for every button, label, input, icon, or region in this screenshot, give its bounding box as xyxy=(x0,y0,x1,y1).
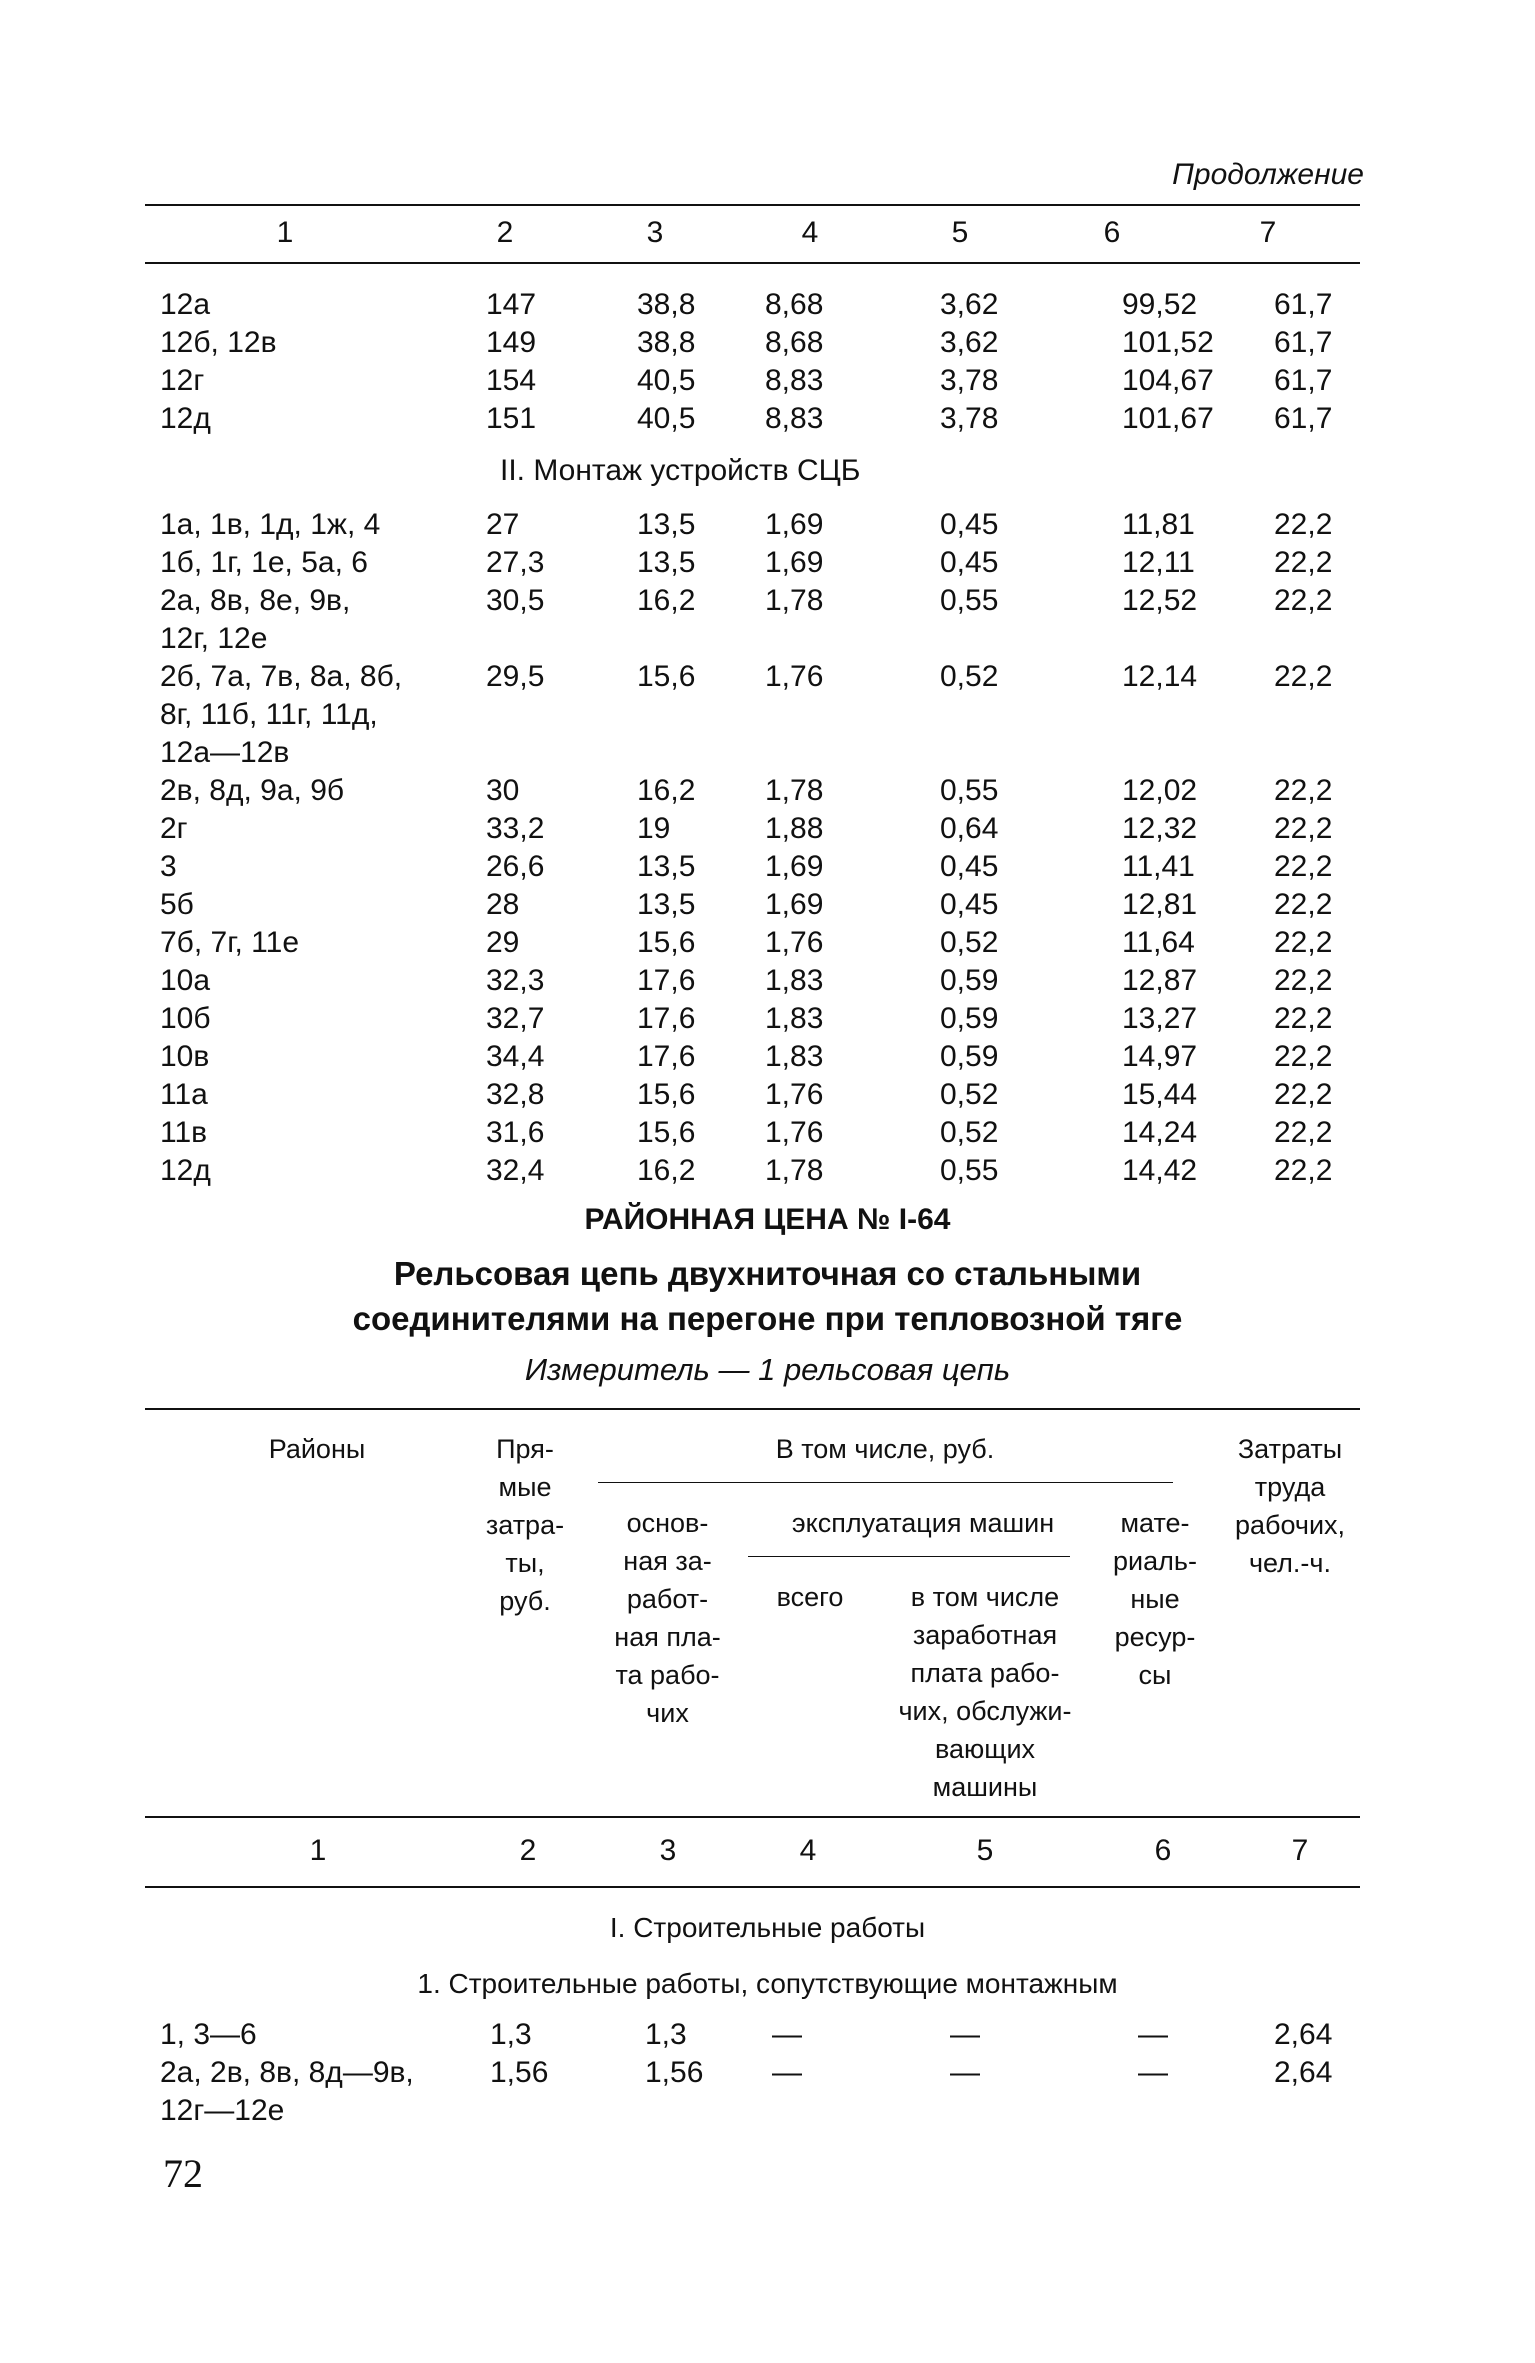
table-row xyxy=(0,848,1535,886)
table1-section-title: II. Монтаж устройств СЦБ xyxy=(500,454,861,487)
row-label: 1а, 1в, 1д, 1ж, 4 xyxy=(160,508,381,541)
cell-value: 1,76 xyxy=(765,926,824,959)
cell-value: 16,2 xyxy=(637,584,696,617)
cell-value: 0,59 xyxy=(940,964,999,997)
cell-value: 1,76 xyxy=(765,660,824,693)
cell-value: 11,64 xyxy=(1122,926,1195,959)
cell-value: 61,7 xyxy=(1274,364,1333,397)
cell-value: 22,2 xyxy=(1274,508,1333,541)
cell-value: 32,4 xyxy=(486,1154,545,1187)
header-line: ты, xyxy=(505,1548,545,1578)
cell-value: 2,64 xyxy=(1274,2018,1333,2051)
row-label: 2б, 7а, 7в, 8а, 8б, xyxy=(160,660,403,693)
table2-numbers-rule xyxy=(145,1886,1360,1888)
cell-value: 15,44 xyxy=(1122,1078,1198,1111)
table-row xyxy=(0,400,1535,438)
cell-value: 40,5 xyxy=(637,364,696,397)
cell-value: 22,2 xyxy=(1274,926,1333,959)
cell-value: 40,5 xyxy=(637,402,696,435)
cell-value: — xyxy=(950,2056,980,2089)
row-label: 12г, 12е xyxy=(160,622,268,655)
row-label: 10а xyxy=(160,964,211,997)
cell-value: 0,45 xyxy=(940,508,999,541)
row-label: 10в xyxy=(160,1040,210,1073)
cell-value: — xyxy=(1138,2018,1168,2051)
cell-value: 32,3 xyxy=(486,964,545,997)
header-incl-wage xyxy=(870,1578,1100,1806)
cell-value: 22,2 xyxy=(1274,1002,1333,1035)
cell-value: 0,45 xyxy=(940,850,999,883)
cell-value: 3,78 xyxy=(940,364,999,397)
cell-value: 151 xyxy=(486,402,537,435)
column-number: 5 xyxy=(951,216,969,249)
header-line: руб. xyxy=(499,1586,551,1616)
table-row xyxy=(0,772,1535,810)
cell-value: 1,76 xyxy=(765,1078,824,1111)
cell-value: 1,78 xyxy=(765,584,824,617)
header-line: та рабо- xyxy=(615,1660,720,1690)
cell-value: 27 xyxy=(486,508,520,541)
cell-value: 16,2 xyxy=(637,1154,696,1187)
header-line: ные xyxy=(1130,1584,1180,1614)
table-row xyxy=(0,2054,1535,2127)
cell-value: 12,81 xyxy=(1122,888,1198,921)
cell-value: 12,14 xyxy=(1122,660,1198,693)
cell-value: 61,7 xyxy=(1274,402,1333,435)
cell-value: 0,52 xyxy=(940,926,999,959)
cell-value: 34,4 xyxy=(486,1040,545,1073)
header-total: всего xyxy=(776,1582,844,1612)
row-label: 11а xyxy=(160,1078,208,1111)
column-number: 7 xyxy=(1291,1834,1309,1867)
cell-value: 12,11 xyxy=(1122,546,1195,579)
cell-value: 22,2 xyxy=(1274,774,1333,807)
column-number: 2 xyxy=(496,216,514,249)
cell-value: 3,62 xyxy=(940,288,999,321)
table-row xyxy=(0,1076,1535,1114)
cell-value: 104,67 xyxy=(1122,364,1214,397)
cell-value: 22,2 xyxy=(1274,1116,1333,1149)
cell-value: 154 xyxy=(486,364,537,397)
header-line: чел.-ч. xyxy=(1248,1548,1331,1578)
price-title-line-2: соединителями на перегоне при тепловозной тяге xyxy=(352,1300,1183,1337)
table-row xyxy=(0,1152,1535,1190)
column-number: 3 xyxy=(646,216,664,249)
cell-value: 13,5 xyxy=(637,888,696,921)
cell-value: 1,56 xyxy=(645,2056,704,2089)
table-row xyxy=(0,2016,1535,2054)
cell-value: 0,55 xyxy=(940,774,999,807)
header-line: ная пла- xyxy=(614,1622,721,1652)
cell-value: — xyxy=(1138,2056,1168,2089)
cell-value: 1,83 xyxy=(765,1040,824,1073)
cell-value: 15,6 xyxy=(637,1078,696,1111)
table-row xyxy=(0,362,1535,400)
table-row xyxy=(0,962,1535,1000)
header-base-wage xyxy=(595,1504,740,1732)
cell-value: 22,2 xyxy=(1274,660,1333,693)
cell-value: 99,52 xyxy=(1122,288,1198,321)
price-title-line-1: Рельсовая цепь двухниточная со стальными xyxy=(393,1255,1142,1292)
row-label: 12д xyxy=(160,1154,211,1187)
header-line: чих, обслужи- xyxy=(898,1696,1072,1726)
cell-value: 22,2 xyxy=(1274,584,1333,617)
cell-value: 30 xyxy=(486,774,520,807)
header-line: сы xyxy=(1138,1660,1172,1690)
table-row xyxy=(0,544,1535,582)
cell-value: 38,8 xyxy=(637,326,696,359)
cell-value: 27,3 xyxy=(486,546,545,579)
table-row xyxy=(0,582,1535,655)
header-materials xyxy=(1100,1504,1210,1694)
row-label: 12д xyxy=(160,402,211,435)
table1-header-rule xyxy=(145,262,1360,264)
row-label: 1б, 1г, 1е, 5а, 6 xyxy=(160,546,368,579)
header-line: затра- xyxy=(485,1510,565,1540)
cell-value: 30,5 xyxy=(486,584,545,617)
table2-header-bottom-rule xyxy=(145,1816,1360,1818)
cell-value: 0,59 xyxy=(940,1002,999,1035)
header-line: Затраты xyxy=(1237,1434,1343,1464)
cell-value: 33,2 xyxy=(486,812,545,845)
cell-value: 15,6 xyxy=(637,926,696,959)
continuation-label: Продолжение xyxy=(1172,158,1364,191)
price-measure: Измеритель — 1 рельсовая цепь xyxy=(524,1352,1011,1387)
header-regions: Районы xyxy=(268,1434,366,1464)
row-label: 11в xyxy=(160,1116,208,1149)
cell-value: 1,83 xyxy=(765,964,824,997)
header-including: В том числе, руб. xyxy=(775,1434,995,1464)
row-label: 12а—12в xyxy=(160,736,290,769)
cell-value: 14,42 xyxy=(1122,1154,1198,1187)
table2-top-rule xyxy=(145,1408,1360,1410)
cell-value: — xyxy=(772,2018,802,2051)
table-row xyxy=(0,286,1535,324)
cell-value: 13,5 xyxy=(637,508,696,541)
column-number: 7 xyxy=(1259,216,1277,249)
header-line: труда xyxy=(1254,1472,1326,1502)
cell-value: 32,8 xyxy=(486,1078,545,1111)
cell-value: 22,2 xyxy=(1274,812,1333,845)
cell-value: 8,83 xyxy=(765,364,824,397)
cell-value: — xyxy=(950,2018,980,2051)
cell-value: 1,76 xyxy=(765,1116,824,1149)
table-row xyxy=(0,506,1535,544)
cell-value: 1,88 xyxy=(765,812,824,845)
cell-value: 8,83 xyxy=(765,402,824,435)
cell-value: 17,6 xyxy=(637,964,696,997)
cell-value: 13,5 xyxy=(637,546,696,579)
table-row xyxy=(0,1114,1535,1152)
cell-value: 3,78 xyxy=(940,402,999,435)
cell-value: 38,8 xyxy=(637,288,696,321)
header-line: мые xyxy=(498,1472,552,1502)
table-row xyxy=(0,1000,1535,1038)
cell-value: 15,6 xyxy=(637,660,696,693)
table-row xyxy=(0,324,1535,362)
cell-value: 31,6 xyxy=(486,1116,545,1149)
cell-value: 2,64 xyxy=(1274,2056,1333,2089)
cell-value: 22,2 xyxy=(1274,964,1333,997)
column-number: 5 xyxy=(976,1834,994,1867)
header-line: плата рабо- xyxy=(910,1658,1060,1688)
cell-value: 12,32 xyxy=(1122,812,1198,845)
row-label: 12а xyxy=(160,288,211,321)
table-row xyxy=(0,924,1535,962)
cell-value: 17,6 xyxy=(637,1040,696,1073)
column-number: 6 xyxy=(1154,1834,1172,1867)
cell-value: 1,69 xyxy=(765,508,824,541)
column-number: 2 xyxy=(519,1834,537,1867)
row-label: 7б, 7г, 11е xyxy=(160,926,299,959)
header-line: Пря- xyxy=(496,1434,554,1464)
header-line: машины xyxy=(932,1772,1038,1802)
row-label: 2а, 2в, 8в, 8д—9в, xyxy=(160,2056,414,2089)
row-label: 12г xyxy=(160,364,205,397)
cell-value: 149 xyxy=(486,326,537,359)
column-number: 6 xyxy=(1103,216,1121,249)
cell-value: 0,52 xyxy=(940,1078,999,1111)
row-label: 8г, 11б, 11г, 11д, xyxy=(160,698,378,731)
cell-value: 0,55 xyxy=(940,1154,999,1187)
header-line: ресур- xyxy=(1114,1622,1196,1652)
row-label: 3 xyxy=(160,850,177,883)
cell-value: 29 xyxy=(486,926,520,959)
cell-value: 22,2 xyxy=(1274,1154,1333,1187)
row-label: 2г xyxy=(160,812,188,845)
header-exploitation-rule xyxy=(748,1556,1070,1557)
table-row xyxy=(0,810,1535,848)
cell-value: 28 xyxy=(486,888,520,921)
cell-value: 1,78 xyxy=(765,1154,824,1187)
cell-value: 13,27 xyxy=(1122,1002,1198,1035)
cell-value: 0,55 xyxy=(940,584,999,617)
table1-top-rule xyxy=(145,204,1360,206)
cell-value: 3,62 xyxy=(940,326,999,359)
page-number: 72 xyxy=(163,2151,203,2196)
header-line: ная за- xyxy=(623,1546,712,1576)
cell-value: 101,52 xyxy=(1122,326,1214,359)
cell-value: 8,68 xyxy=(765,326,824,359)
cell-value: 17,6 xyxy=(637,1002,696,1035)
cell-value: 16,2 xyxy=(637,774,696,807)
column-number: 4 xyxy=(799,1834,817,1867)
header-line: работ- xyxy=(626,1584,709,1614)
cell-value: 8,68 xyxy=(765,288,824,321)
cell-value: 11,41 xyxy=(1122,850,1195,883)
cell-value: 147 xyxy=(486,288,537,321)
cell-value: 14,97 xyxy=(1122,1040,1198,1073)
cell-value: 1,3 xyxy=(645,2018,687,2051)
column-number: 1 xyxy=(309,1834,327,1867)
cell-value: 22,2 xyxy=(1274,888,1333,921)
header-line: вающих xyxy=(934,1734,1036,1764)
cell-value: 32,7 xyxy=(486,1002,545,1035)
cell-value: 101,67 xyxy=(1122,402,1214,435)
row-label: 1, 3—6 xyxy=(160,2018,257,2051)
header-labor xyxy=(1220,1430,1360,1582)
cell-value: 1,69 xyxy=(765,888,824,921)
cell-value: 26,6 xyxy=(486,850,545,883)
cell-value: 1,83 xyxy=(765,1002,824,1035)
price-heading: РАЙОННАЯ ЦЕНА № I-64 xyxy=(584,1203,951,1236)
row-label: 2а, 8в, 8е, 9в, xyxy=(160,584,351,617)
cell-value: 15,6 xyxy=(637,1116,696,1149)
row-label: 12б, 12в xyxy=(160,326,277,359)
cell-value: 12,02 xyxy=(1122,774,1198,807)
cell-value: 0,52 xyxy=(940,660,999,693)
cell-value: 1,78 xyxy=(765,774,824,807)
cell-value: 29,5 xyxy=(486,660,545,693)
header-line: чих xyxy=(646,1698,689,1728)
cell-value: 0,45 xyxy=(940,546,999,579)
row-label: 5б xyxy=(160,888,194,921)
cell-value: 0,45 xyxy=(940,888,999,921)
cell-value: 61,7 xyxy=(1274,288,1333,321)
header-line: риаль- xyxy=(1113,1546,1197,1576)
column-number: 4 xyxy=(801,216,819,249)
header-line: рабочих, xyxy=(1234,1510,1346,1540)
header-exploitation: эксплуатация машин xyxy=(791,1508,1055,1538)
cell-value: 22,2 xyxy=(1274,1078,1333,1111)
cell-value: 14,24 xyxy=(1122,1116,1198,1149)
cell-value: — xyxy=(772,2056,802,2089)
cell-value: 22,2 xyxy=(1274,850,1333,883)
cell-value: 19 xyxy=(637,812,671,845)
cell-value: 0,59 xyxy=(940,1040,999,1073)
cell-value: 13,5 xyxy=(637,850,696,883)
header-line: в том числе xyxy=(910,1582,1060,1612)
cell-value: 22,2 xyxy=(1274,1040,1333,1073)
header-including-rule xyxy=(598,1482,1173,1483)
column-number: 1 xyxy=(276,216,294,249)
table-row xyxy=(0,1038,1535,1076)
cell-value: 1,69 xyxy=(765,546,824,579)
row-label: 12г—12е xyxy=(160,2094,285,2127)
cell-value: 0,52 xyxy=(940,1116,999,1149)
header-line: основ- xyxy=(626,1508,709,1538)
row-label: 2в, 8д, 9а, 9б xyxy=(160,774,345,807)
column-number: 3 xyxy=(659,1834,677,1867)
header-direct-costs xyxy=(470,1430,580,1620)
table-row xyxy=(0,658,1535,769)
header-line: заработная xyxy=(912,1620,1058,1650)
cell-value: 22,2 xyxy=(1274,546,1333,579)
cell-value: 12,87 xyxy=(1122,964,1198,997)
table2-section-1: I. Строительные работы xyxy=(609,1912,926,1943)
row-label: 10б xyxy=(160,1002,211,1035)
cell-value: 12,52 xyxy=(1122,584,1198,617)
cell-value: 1,3 xyxy=(490,2018,532,2051)
header-line: мате- xyxy=(1120,1508,1190,1538)
table2-section-1-1: 1. Строительные работы, сопутствующие монтажным xyxy=(417,1968,1118,1999)
table-row xyxy=(0,886,1535,924)
cell-value: 1,56 xyxy=(490,2056,549,2089)
cell-value: 1,69 xyxy=(765,850,824,883)
cell-value: 61,7 xyxy=(1274,326,1333,359)
cell-value: 11,81 xyxy=(1122,508,1195,541)
cell-value: 0,64 xyxy=(940,812,999,845)
